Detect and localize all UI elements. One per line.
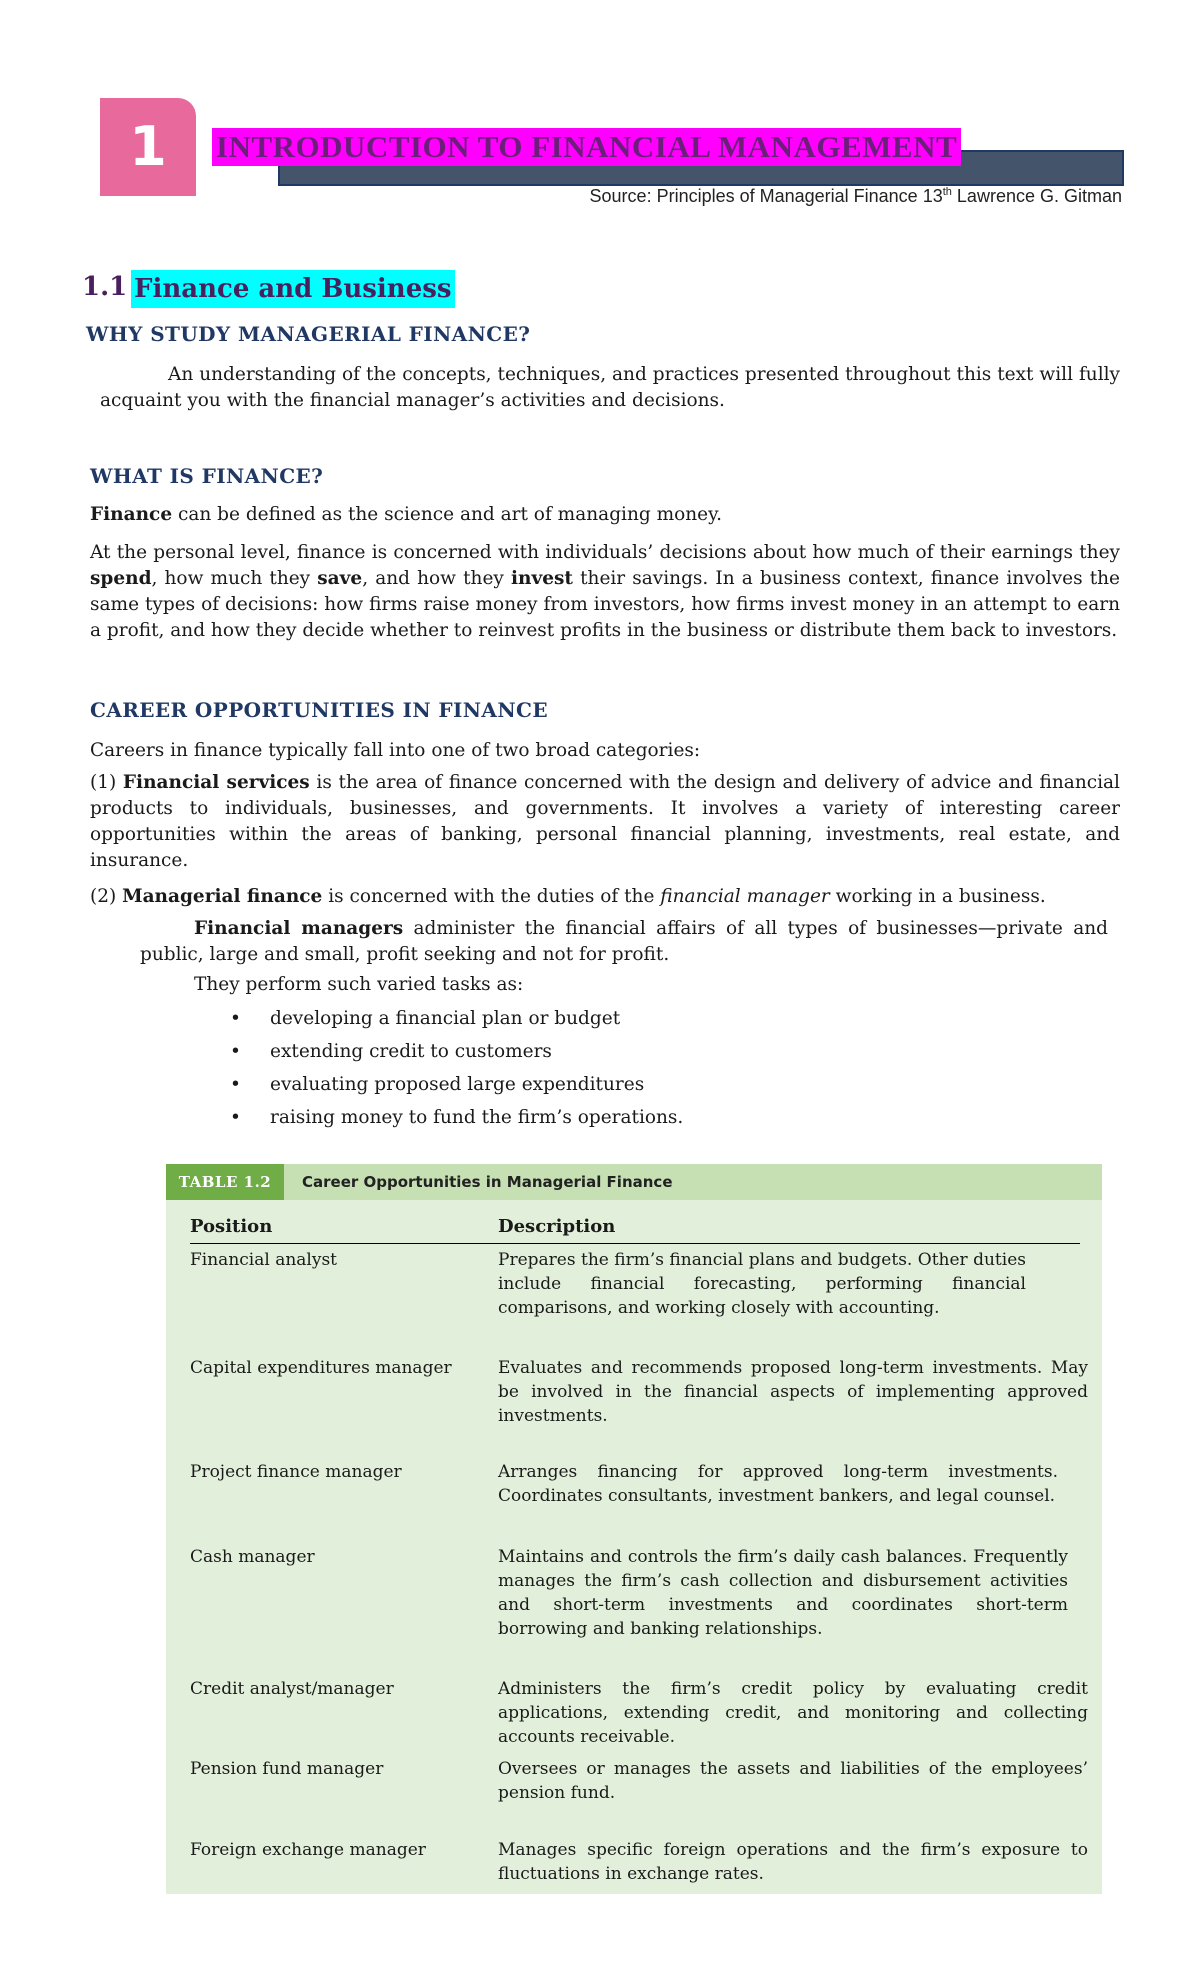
what-is-finance-heading: WHAT IS FINANCE? — [90, 464, 324, 488]
task-text: raising money to fund the firm’s operations. — [270, 1107, 684, 1128]
finance-definition-rest: can be defined as the science and art of managing money. — [172, 504, 723, 525]
task-text: developing a financial plan or budget — [270, 1008, 621, 1029]
tasks-intro: They perform such varied tasks as: — [194, 974, 524, 995]
why-study-heading: WHY STUDY MANAGERIAL FINANCE? — [86, 322, 531, 346]
list-item — [230, 1101, 683, 1134]
personal-finance-paragraph — [90, 540, 1120, 644]
column-header-description: Description — [498, 1216, 616, 1237]
para-part: their savings. In a business context, finance involves the same types of decisions: how firms raise money from investors, how firms invest money in an attempt to earn a profit, and how they decide whether to reinvest profits in the business or distribute them back to investors. — [90, 568, 1121, 641]
para-part: , and how they — [362, 568, 511, 589]
table-caption: Career Opportunities in Managerial Finance — [302, 1173, 673, 1191]
table-row-description: Prepares the firm’s financial plans and budgets. Other duties include financial forecasting, performing financial comparisons, and working closely with accounting. — [498, 1250, 1026, 1318]
section-number: 1.1 — [82, 272, 128, 302]
list-item — [230, 1068, 683, 1101]
item-number: (1) — [90, 772, 123, 793]
finance-term: Finance — [90, 504, 173, 525]
para-part: At the personal level, finance is concerned with individuals’ decisions about how much of their earnings they — [90, 542, 1120, 563]
financial-manager-italic: financial manager — [660, 886, 830, 907]
section-title: Finance and Business — [131, 270, 455, 308]
table-row-description: Administers the firm’s credit policy by evaluating credit applications, extending credit, and monitoring and collecting accounts receivable. — [498, 1679, 1088, 1747]
task-text: evaluating proposed large expenditures — [270, 1074, 645, 1095]
financial-services-term: Financial services — [122, 772, 310, 793]
table-row-position: Capital expenditures manager — [190, 1358, 452, 1378]
source-citation — [590, 186, 1122, 207]
managerial-finance-text: is concerned with the duties of the — [322, 886, 661, 907]
table-number-tag: TABLE 1.2 — [166, 1164, 284, 1200]
table-row-description: Maintains and controls the firm’s daily cash balances. Frequently manages the firm’s cash collection and disbursement activities and short-term investments and coordinates short-term borrowing and banking relationships. — [498, 1547, 1068, 1639]
table-header-rule — [190, 1243, 1080, 1244]
source-prefix: Source: Principles of Managerial Finance 13 — [589, 186, 943, 206]
table-row-description: Arranges financing for approved long-term investments. Coordinates consultants, investment bankers, and legal counsel. — [498, 1462, 1058, 1506]
table-row-description: Evaluates and recommends proposed long-term investments. May be involved in the financial aspects of implementing approved investments. — [498, 1358, 1088, 1426]
term-spend: spend — [90, 568, 152, 589]
table-row-position: Cash manager — [190, 1547, 315, 1567]
para-part: , how much they — [151, 568, 318, 589]
financial-services-text: is the area of finance concerned with the design and delivery of advice and financial products to individuals, businesses, and governments. It involves a variety of interesting career opportunities within the areas of banking, personal financial planning, investments, real estate, and insurance. — [90, 772, 1120, 871]
chapter-title: INTRODUCTION TO FINANCIAL MANAGEMENT — [212, 128, 961, 166]
table-row-description: Oversees or manages the assets and liabilities of the employees’ pension fund. — [498, 1759, 1088, 1803]
managerial-finance-end: working in a business. — [829, 886, 1046, 907]
financial-managers-term: Financial managers — [194, 918, 404, 939]
list-item — [230, 1035, 683, 1068]
term-invest: invest — [511, 568, 573, 589]
bullet-icon: • — [230, 1074, 241, 1095]
table-row-position: Credit analyst/manager — [190, 1679, 394, 1699]
column-header-position: Position — [190, 1216, 273, 1237]
item-number: (2) — [90, 886, 123, 907]
bullet-icon: • — [230, 1008, 241, 1029]
finance-definition — [90, 502, 1120, 528]
managerial-finance-paragraph — [90, 884, 1120, 910]
table-row-description: Manages specific foreign operations and the firm’s exposure to fluctuations in exchange rates. — [498, 1840, 1088, 1884]
table-row-position: Project finance manager — [190, 1462, 402, 1482]
bullet-icon: • — [230, 1041, 241, 1062]
managerial-finance-term: Managerial finance — [122, 886, 323, 907]
chapter-number-badge: 1 — [100, 98, 196, 196]
financial-managers-paragraph — [140, 916, 1108, 968]
bullet-icon: • — [230, 1107, 241, 1128]
why-study-text: An understanding of the concepts, techniques, and practices presented throughout this text will fully acquaint you with the financial manager’s activities and decisions. — [100, 364, 1120, 411]
table-row-position: Financial analyst — [190, 1250, 338, 1270]
table-row-position: Pension fund manager — [190, 1759, 384, 1779]
source-suffix: Lawrence G. Gitman — [951, 186, 1122, 206]
task-text: extending credit to customers — [270, 1041, 552, 1062]
career-opportunities-heading: CAREER OPPORTUNITIES IN FINANCE — [90, 698, 548, 722]
tasks-list — [230, 1002, 683, 1134]
list-item — [230, 1002, 683, 1035]
term-save: save — [317, 568, 363, 589]
financial-services-paragraph — [90, 770, 1120, 874]
financial-managers-text: administer the financial affairs of all types of businesses—private and public, large and small, profit seeking and not for profit. — [140, 918, 1108, 965]
source-superscript: th — [942, 186, 952, 198]
careers-intro: Careers in finance typically fall into one of two broad categories: — [90, 740, 701, 761]
table-row-position: Foreign exchange manager — [190, 1840, 426, 1860]
